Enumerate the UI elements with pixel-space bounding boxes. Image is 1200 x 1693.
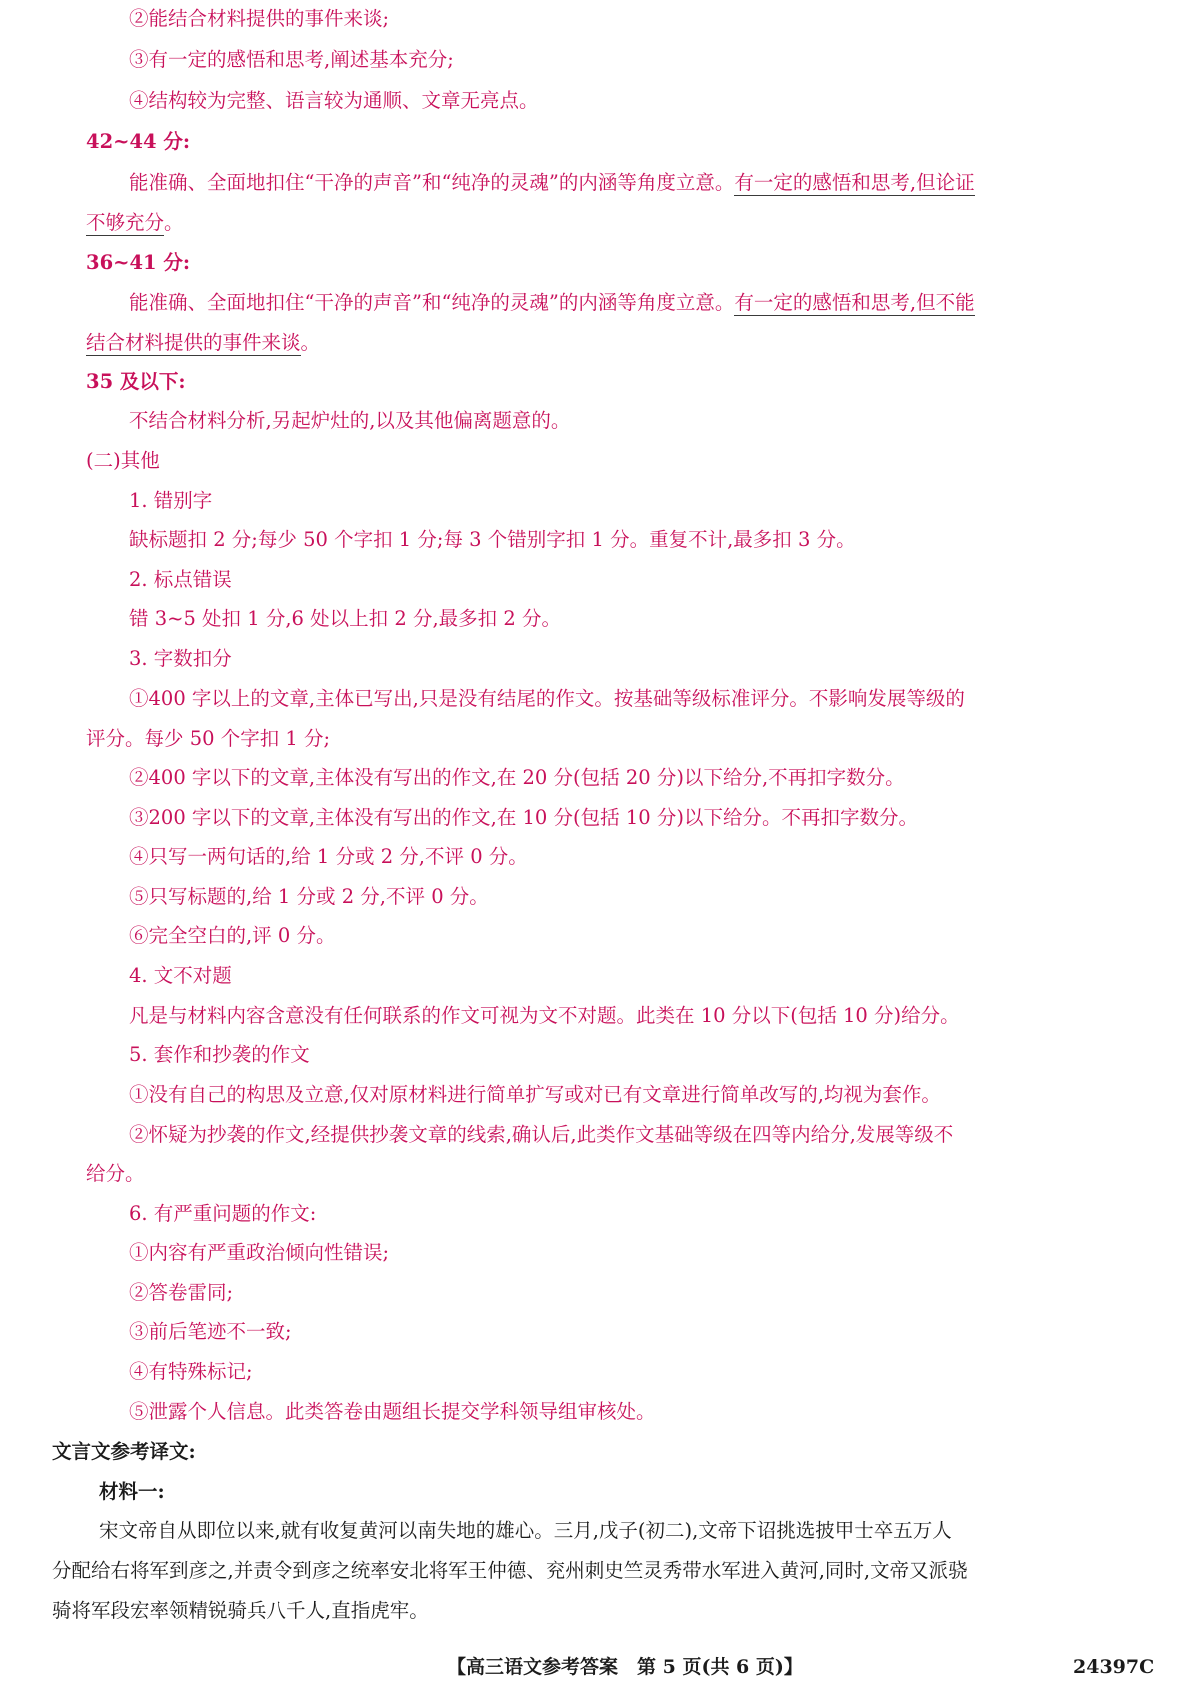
- rule-line: ②答卷雷同;: [129, 1281, 234, 1304]
- underlined-text: 不够充分: [86, 211, 165, 234]
- subsection-heading: 1. 错别字: [129, 489, 213, 512]
- rule-line: ①内容有严重政治倾向性错误;: [129, 1241, 390, 1264]
- rule-line: ①没有自己的构思及立意,仅对原材料进行简单扩写或对已有文章进行简单改写的,均视为套作。: [129, 1083, 941, 1106]
- criteria-text: 能准确、全面地扣住“干净的声音”和“纯净的灵魂”的内涵等角度立意。: [129, 291, 735, 314]
- criteria-text: 。: [300, 331, 321, 354]
- rule-line: ③200 字以下的文章,主体没有写出的作文,在 10 分(包括 10 分)以下给分。不再扣字数分。: [129, 806, 918, 829]
- rule-line: ④有特殊标记;: [129, 1360, 253, 1383]
- rule-line: 给分。: [86, 1162, 145, 1185]
- rule-line: ③前后笔迹不一致;: [129, 1320, 292, 1343]
- document-code: 24397C: [1073, 1656, 1155, 1678]
- rule-line: 错 3~5 处扣 1 分,6 处以上扣 2 分,最多扣 2 分。: [129, 607, 561, 630]
- subsection-heading: 3. 字数扣分: [129, 647, 232, 670]
- rule-line: ④只写一两句话的,给 1 分或 2 分,不评 0 分。: [129, 845, 528, 868]
- section-heading: (二)其他: [86, 449, 160, 472]
- rule-line: ⑤只写标题的,给 1 分或 2 分,不评 0 分。: [129, 885, 489, 908]
- rule-line: ②400 字以下的文章,主体没有写出的作文,在 20 分(包括 20 分)以下给分,不再扣字数分。: [129, 766, 905, 789]
- criteria-line: [129, 288, 975, 318]
- rule-line: 凡是与材料内容含意没有任何联系的作文可视为文不对题。此类在 10 分以下(包括 10 分)给分。: [129, 1004, 960, 1027]
- rule-line: ⑥完全空白的,评 0 分。: [129, 924, 336, 947]
- translation-line: 骑将军段宏率领精锐骑兵八千人,直指虎牢。: [52, 1599, 429, 1622]
- underlined-text: 有一定的感悟和思考,但论证: [734, 171, 975, 194]
- subsection-heading: 5. 套作和抄袭的作文: [129, 1043, 310, 1066]
- score-band-heading: 42~44 分:: [86, 130, 191, 153]
- score-band-heading: 35 及以下:: [86, 370, 186, 393]
- criteria-line: ④结构较为完整、语言较为通顺、文章无亮点。: [129, 89, 539, 112]
- subsection-heading: 4. 文不对题: [129, 964, 232, 987]
- underlined-text: 有一定的感悟和思考,但不能: [734, 291, 975, 314]
- criteria-line: ③有一定的感悟和思考,阐述基本充分;: [129, 48, 454, 71]
- criteria-line: [86, 328, 320, 358]
- page-footer: 【高三语文参考答案 第 5 页(共 6 页)】: [447, 1656, 803, 1678]
- criteria-text: 能准确、全面地扣住“干净的声音”和“纯净的灵魂”的内涵等角度立意。: [129, 171, 735, 194]
- rule-line: ②怀疑为抄袭的作文,经提供抄袭文章的线索,确认后,此类作文基础等级在四等内给分,发展等级不: [129, 1123, 954, 1146]
- material-label: 材料一:: [99, 1480, 165, 1503]
- rule-line: ①400 字以上的文章,主体已写出,只是没有结尾的作文。按基础等级标准评分。不影响发展等级的: [129, 687, 965, 710]
- translation-heading: 文言文参考译文:: [52, 1440, 196, 1463]
- subsection-heading: 6. 有严重问题的作文:: [129, 1202, 317, 1225]
- criteria-text: 。: [164, 211, 184, 234]
- criteria-line: [86, 208, 184, 238]
- translation-line: 宋文帝自从即位以来,就有收复黄河以南失地的雄心。三月,戊子(初二),文帝下诏挑选披甲士卒五万人: [99, 1519, 952, 1542]
- underlined-text: 结合材料提供的事件来谈: [86, 331, 301, 354]
- rule-line: 缺标题扣 2 分;每少 50 个字扣 1 分;每 3 个错别字扣 1 分。重复不计,最多扣 3 分。: [129, 528, 856, 551]
- rule-line: ⑤泄露个人信息。此类答卷由题组长提交学科领导组审核处。: [129, 1400, 656, 1423]
- criteria-line: 不结合材料分析,另起炉灶的,以及其他偏离题意的。: [129, 409, 571, 432]
- score-band-heading: 36~41 分:: [86, 251, 191, 274]
- translation-line: 分配给右将军到彦之,并责令到彦之统率安北将军王仲德、兖州刺史竺灵秀带水军进入黄河,同时,文帝又派骁: [52, 1559, 968, 1582]
- rule-line: 评分。每少 50 个字扣 1 分;: [86, 727, 331, 750]
- subsection-heading: 2. 标点错误: [129, 568, 232, 591]
- criteria-line: ②能结合材料提供的事件来谈;: [129, 7, 390, 30]
- criteria-line: [129, 168, 975, 198]
